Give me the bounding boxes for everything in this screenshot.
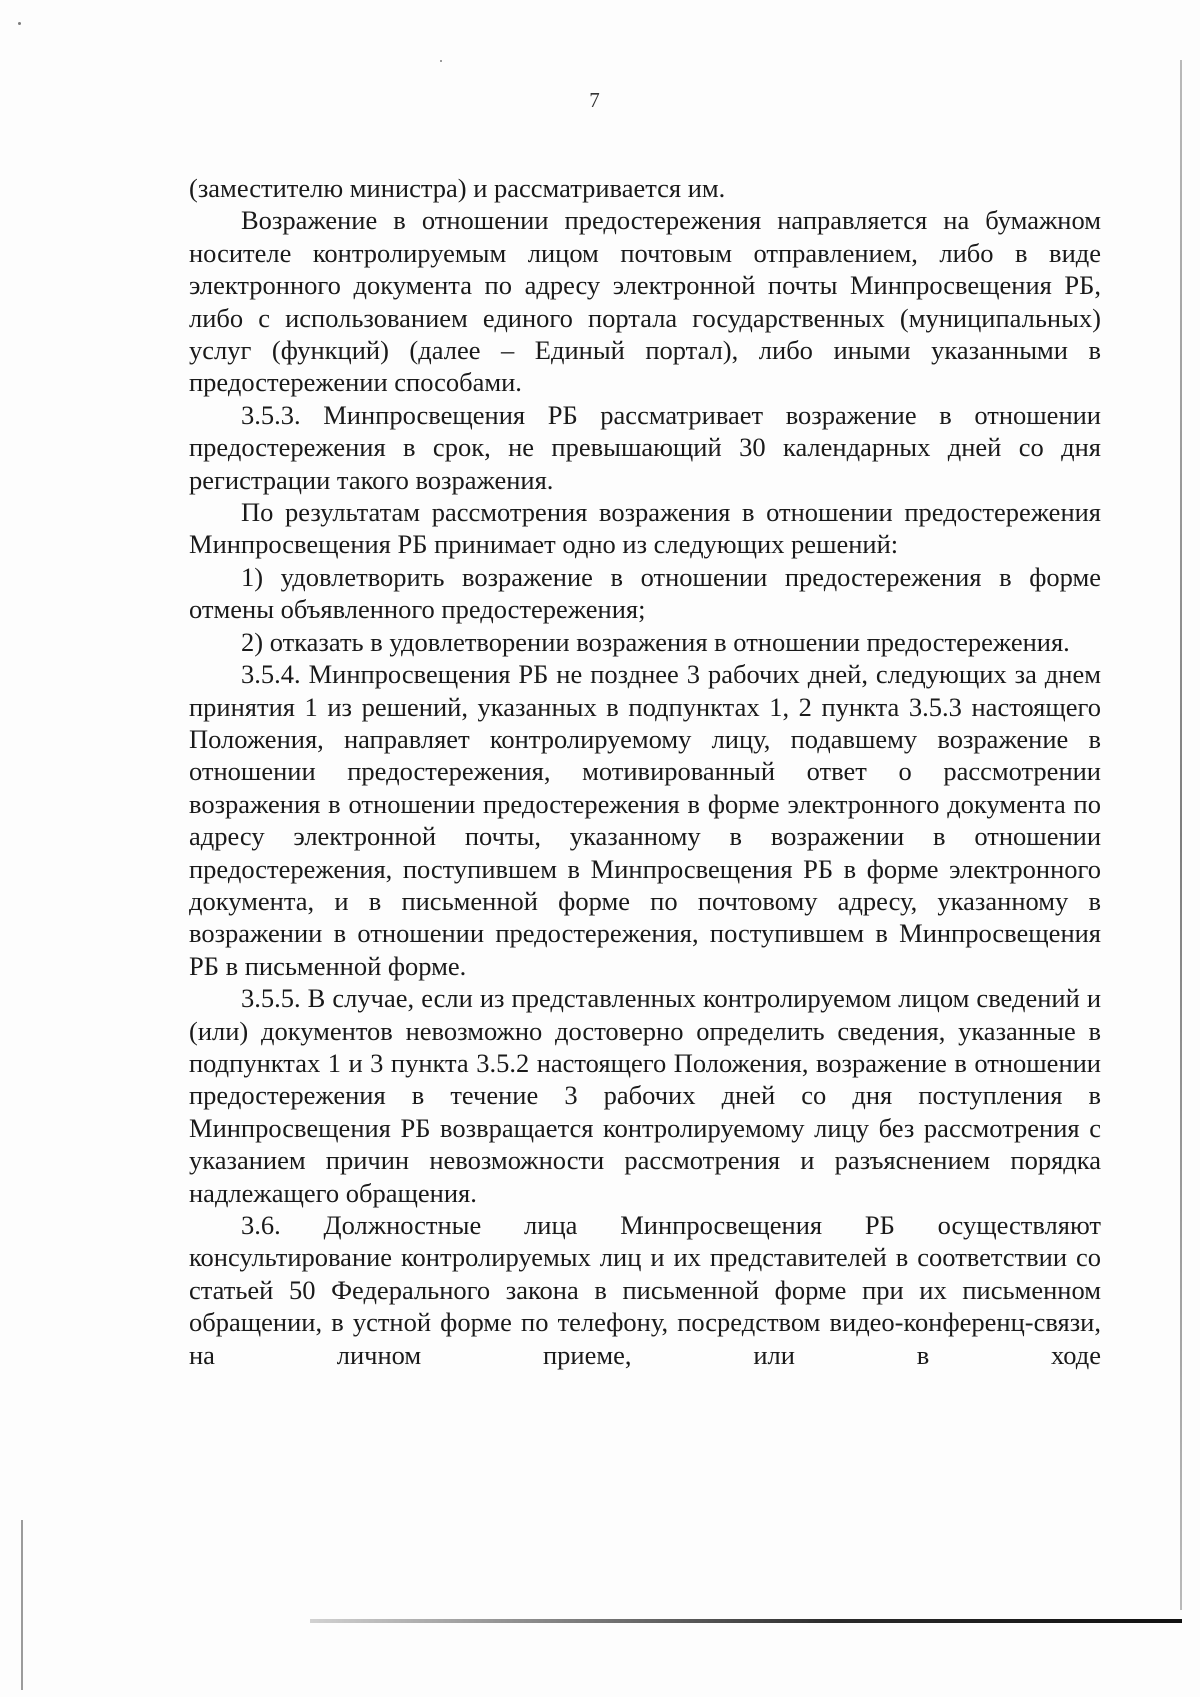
paragraph: По результатам рассмотрения возражения в отношении предостережения Минпросвещения РБ принимает одно из следующих решений: [189, 497, 1101, 560]
list-item: 1) удовлетворить возражение в отношении предостережения в форме отмены объявленного предостережения; [189, 561, 1101, 625]
scan-artifact-dot [18, 22, 21, 25]
list-item: 2) отказать в удовлетворении возражения в отношении предостережения. [241, 626, 1070, 657]
paragraph: Возражение в отношении предостережения направляется на бумажном носителе контролируемым лицом почтовым отправлением, либо в виде электронного документа по адресу электронной почты Минпросвещения РБ, либо с использованием единого портала государственных (муниципальных) услуг (функций) (далее – Единый портал), либо иными указанными в предостережении способами. [189, 205, 1101, 398]
paragraph: 3.5.3. Минпросвещения РБ рассматривает возражение в отношении предостережения в срок, не превышающий 30 календарных дней со дня регистрации такого возражения. [189, 399, 1101, 495]
document-body [189, 172, 1101, 1371]
scan-bottom-edge [310, 1619, 1182, 1623]
paragraph: 3.5.4. Минпросвещения РБ не позднее 3 рабочих дней, следующих за днем принятия 1 из решений, указанных в подпунктах 1, 2 пункта 3.5.3 настоящего Положения, направляет контролируемому лицу, подавшему возражение в отношении предостережения, мотивированный ответ о рассмотрении возражения в отношении предостережения в форме электронного документа по адресу электронной почты, указанному в возражении в отношении предостережения, поступившем в Минпросвещения РБ в форме электронного документа, и в письменной форме по почтовому адресу, указанному в возражении в отношении предостережения, поступившем в Минпросвещения РБ в письменной форме. [189, 659, 1101, 981]
paragraph-continued: 3.6. Должностные лица Минпросвещения РБ осуществляют консультирование контролируемых лиц и их представителей в соответствии со статьей 50 Федерального закона в письменной форме при их письменном обращении, в устной форме по телефону, посредством видео-конференц-связи, на личном приеме, или в ходе [189, 1210, 1101, 1370]
scan-artifact-dot [440, 60, 442, 62]
page-number: 7 [589, 88, 600, 112]
scan-edge-right [1180, 60, 1182, 1610]
paragraph: 3.5.5. В случае, если из представленных контролируемом лицом сведений и (или) документов невозможно достоверно определить сведения, указанные в подпунктах 1 и 3 пункта 3.5.2 настоящего Положения, возражение в отношении предостережения в течение 3 рабочих дней со дня поступления в Минпросвещения РБ возвращается контролируемому лицу без рассмотрения с указанием причин невозможности рассмотрения и разъяснением порядка надлежащего обращения. [189, 983, 1101, 1208]
scan-edge-left [21, 1520, 23, 1690]
paragraph: (заместителю министра) и рассматривается им. [189, 173, 726, 203]
